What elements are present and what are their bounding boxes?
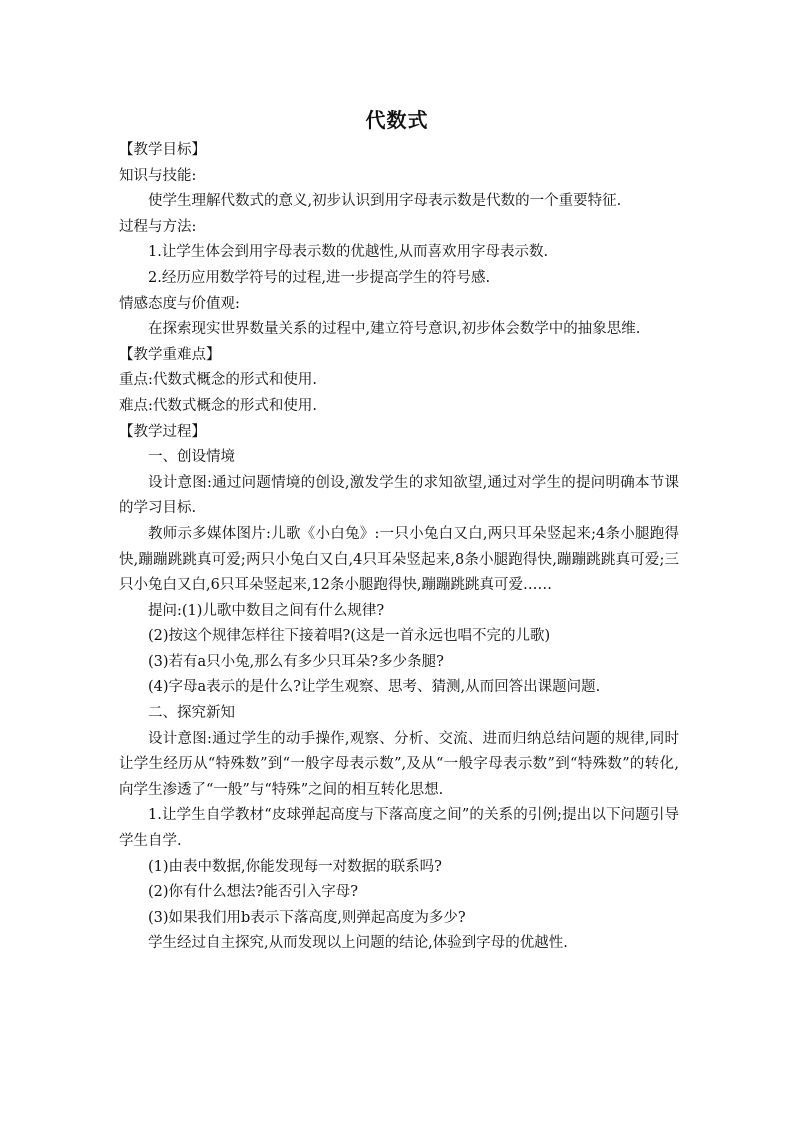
- section2-question: (1)由表中数据,你能发现每一对数据的联系吗?: [148, 858, 442, 875]
- section1-question: (3)若有a只小兔,那么有多少只耳朵?多少条腿?: [148, 653, 444, 670]
- key-header: 【教学重难点】: [119, 346, 221, 363]
- section2-question: (3)如果我们用b表示下落高度,则弹起高度为多少?: [148, 909, 466, 926]
- document-title: 代数式: [365, 108, 429, 132]
- section1-question: 提问:(1)儿歌中数目之间有什么规律?: [148, 602, 385, 619]
- emotion-label: 情感态度与价值观:: [119, 295, 240, 312]
- knowledge-label: 知识与技能:: [119, 167, 197, 184]
- key-point: 重点:代数式概念的形式和使用.: [119, 372, 317, 389]
- section1-question: (2)按这个规律怎样往下接着唱?(这是一首永远也唱不完的儿歌): [148, 628, 551, 645]
- process-item: 1.让学生体会到用字母表示数的优越性,从而喜欢用字母表示数.: [148, 244, 549, 261]
- process-label: 过程与方法:: [119, 218, 197, 235]
- section2-question: (2)你有什么想法?能否引入字母?: [148, 884, 359, 901]
- document-body: [119, 138, 679, 957]
- section2-item1: 1.让学生自学教材“皮球弹起高度与下落高度之间”的关系的引例;提出以下问题引导学生自学.: [119, 807, 679, 850]
- process-header: 【教学过程】: [119, 423, 206, 440]
- process-item: 2.经历应用数学符号的过程,进一步提高学生的符号感.: [148, 269, 491, 286]
- knowledge-text: 使学生理解代数式的意义,初步认识到用字母表示数是代数的一个重要特征.: [148, 193, 622, 210]
- goals-header: 【教学目标】: [119, 142, 206, 158]
- section1-title: 一、创设情境: [148, 449, 235, 466]
- emotion-text: 在探索现实世界数量关系的过程中,建立符号意识,初步体会数学中的抽象思维.: [148, 321, 641, 338]
- section2-conclusion: 学生经过自主探究,从而发现以上问题的结论,体验到字母的优越性.: [148, 935, 568, 952]
- section2-title: 二、探究新知: [148, 705, 235, 722]
- section1-media: 教师示多媒体图片:儿歌《小白兔》:一只小兔白又白,两只耳朵竖起来;4条小腿跑得快,蹦蹦跳跳真可爱;两只小兔白又白,4只耳朵竖起来,8条小腿跑得快,蹦蹦跳跳真可爱;三只小兔白又白,6只耳朵竖起来,12条小腿跑得快,蹦蹦跳跳真可爱……: [119, 525, 679, 594]
- section1-intent: 设计意图:通过问题情境的创设,激发学生的求知欲望,通过对学生的提问明确本节课的学习目标.: [119, 474, 679, 517]
- difficult-point: 难点:代数式概念的形式和使用.: [119, 397, 317, 414]
- section1-question: (4)字母a表示的是什么?让学生观察、思考、猜测,从而回答出课题问题.: [148, 679, 601, 696]
- section2-intent: 设计意图:通过学生的动手操作,观察、分析、交流、进而归纳总结问题的规律,同时让学生经历从“特殊数”到“一般字母表示数”,及从“一般字母表示数”到“特殊数”的转化,向学生渗透了“一般”与“特殊”之间的相互转化思想.: [119, 730, 679, 798]
